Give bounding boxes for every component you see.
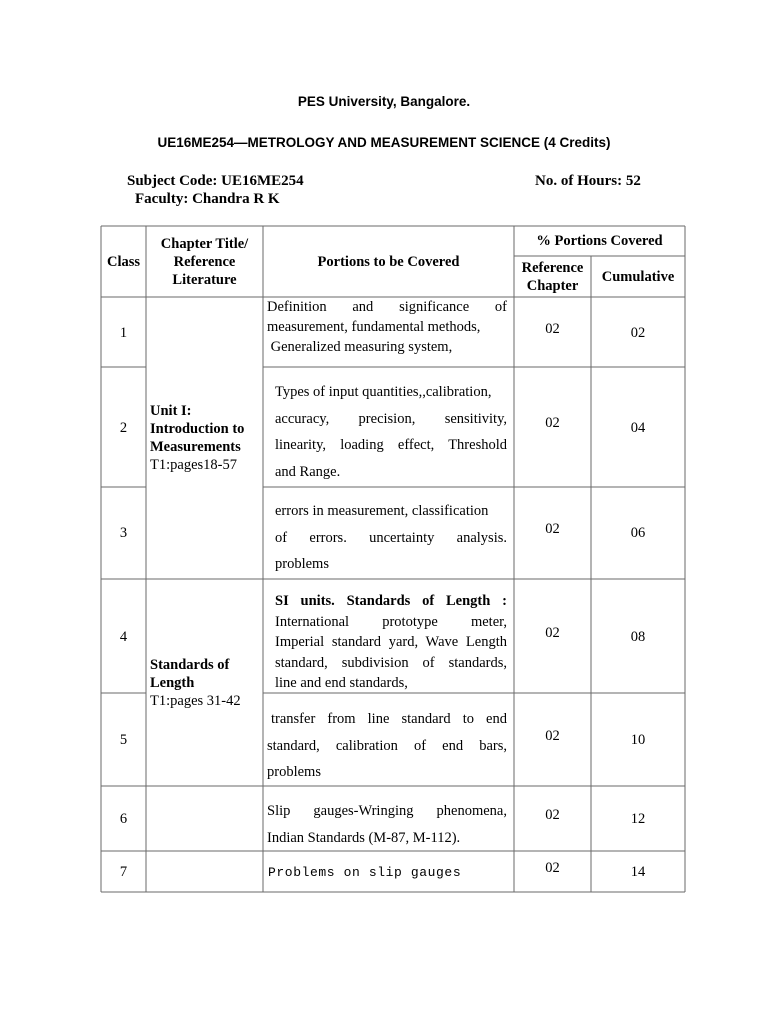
header-chapter-line-2: Reference (173, 254, 236, 270)
row-1-class: 1 (119, 325, 128, 341)
row-5-portions (267, 706, 507, 786)
row-1-ref-chapter: 02 (545, 321, 560, 337)
row-4-portion-heading: SI units. Standards of Length : (275, 593, 507, 609)
unit-1-cell (150, 402, 262, 474)
row-7-class: 7 (119, 864, 128, 880)
unit-2-reference: T1:pages 31-42 (150, 693, 241, 709)
row-2-portion-line-1: Types of input quantities,,calibration, (275, 384, 492, 400)
row-5-ref-chapter: 02 (545, 728, 560, 744)
header-chapter-line-3: Literature (172, 272, 237, 288)
subject-code: Subject Code: UE16ME254 (127, 173, 304, 189)
header-chapter-title (146, 235, 263, 289)
row-7-portions (268, 864, 508, 882)
row-2-portions (275, 379, 507, 485)
row-4-cumulative: 08 (630, 629, 646, 645)
header-refchapter-line-2: Chapter (526, 278, 579, 294)
row-1-portion-line-1: Definition and significance of (267, 299, 507, 315)
unit-2-title-line-2: Length (150, 675, 195, 691)
row-4-portion-line-2: Imperial standard yard, Wave Length (275, 634, 507, 650)
row-5-class: 5 (119, 732, 128, 748)
row-4-portion-line-1: International prototype meter, (275, 613, 507, 630)
row-7-ref-chapter: 02 (545, 860, 560, 876)
row-3-portion-line-3: problems (275, 556, 329, 572)
row-1-portion-line-3: Generalized measuring system, (267, 339, 453, 355)
row-2-class: 2 (119, 420, 128, 436)
row-4-ref-chapter: 02 (545, 625, 560, 641)
row-3-portions (275, 498, 507, 578)
row-1-portions (267, 298, 507, 356)
row-2-ref-chapter: 02 (545, 415, 560, 431)
row-3-portion-line-1: errors in measurement, classification (275, 503, 489, 519)
header-refchapter-line-1: Reference (521, 260, 584, 276)
row-4-portions (275, 591, 507, 694)
row-3-ref-chapter: 02 (545, 521, 560, 537)
row-5-portion-line-3: problems (267, 764, 321, 780)
row-1-portion-line-2: measurement, fundamental methods, (267, 319, 481, 335)
row-6-cumulative: 12 (630, 811, 646, 827)
faculty-name: Faculty: Chandra R K (135, 191, 280, 207)
row-6-class: 6 (119, 811, 128, 827)
row-7-cumulative: 14 (630, 864, 646, 880)
university-name: PES University, Bangalore. (297, 94, 471, 109)
row-3-portion-line-2: of errors. uncertainty analysis. (275, 529, 507, 546)
row-2-portion-line-4: and Range. (275, 463, 341, 480)
header-cumulative: Cumulative (601, 269, 675, 285)
header-class: Class (106, 254, 141, 270)
row-4-portion-line-3: standard, subdivision of standards, (275, 654, 507, 671)
row-6-portion-line-1: Slip gauges-Wringing phenomena, (267, 803, 507, 819)
row-5-portion-line-1: transfer from line standard to end (271, 711, 507, 727)
row-2-portion-line-2: accuracy, precision, sensitivity, (275, 410, 507, 427)
header-percent-covered: % Portions Covered (536, 233, 663, 249)
header-reference-chapter (514, 259, 591, 295)
unit-2-cell (150, 656, 262, 710)
unit-1-title-line-2: Introduction to (150, 421, 245, 437)
course-title: UE16ME254—METROLOGY AND MEASUREMENT SCIENCE (4 Credits) (157, 135, 611, 150)
row-2-portion-line-3: linearity, loading effect, Threshold (275, 437, 507, 453)
row-6-ref-chapter: 02 (545, 807, 560, 823)
row-3-class: 3 (119, 525, 128, 541)
number-of-hours: No. of Hours: 52 (535, 173, 641, 189)
unit-1-title-line-3: Measurements (150, 439, 241, 455)
unit-2-title-line-1: Standards of (150, 657, 230, 673)
row-4-class: 4 (119, 629, 128, 645)
unit-1-title-line-1: Unit I: (150, 403, 192, 419)
header-portions: Portions to be Covered (317, 254, 460, 270)
row-3-cumulative: 06 (630, 525, 646, 541)
row-6-portions (267, 798, 507, 851)
row-4-portion-line-4: line and end standards, (275, 675, 408, 691)
row-1-cumulative: 02 (630, 325, 646, 341)
row-7-portion-line-1: Problems on slip gauges (268, 865, 462, 880)
row-2-cumulative: 04 (630, 420, 646, 436)
header-chapter-line-1: Chapter Title/ (160, 236, 249, 252)
row-5-cumulative: 10 (630, 732, 646, 748)
unit-1-reference: T1:pages18-57 (150, 457, 237, 473)
row-6-portion-line-2: Indian Standards (M-87, M-112). (267, 829, 461, 846)
row-5-portion-line-2: standard, calibration of end bars, (267, 737, 507, 754)
